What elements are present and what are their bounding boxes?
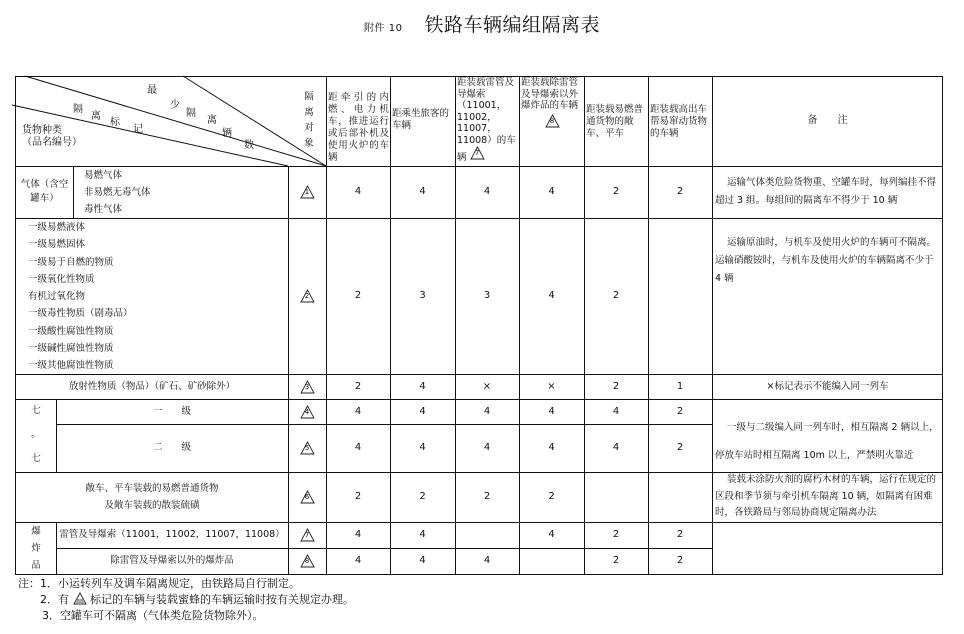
grid-line [519, 76, 520, 574]
goods-type-line2: （品名编号） [22, 137, 82, 148]
value-cell: 2 [354, 380, 362, 392]
mark-cell [288, 166, 326, 218]
grid-line [584, 76, 585, 574]
value-cell: 2 [419, 491, 426, 502]
value-cell: 2 [612, 380, 620, 392]
value-cell: 4 [483, 186, 491, 197]
value-cell: 4 [612, 405, 620, 417]
row-item: 一级易燃固体 [28, 239, 86, 251]
value-cell: 2 [548, 491, 555, 502]
grid-line [15, 399, 943, 400]
row-item-detonator: 雷管及导爆索（11001，11002，11007，11008） [59, 529, 285, 540]
value-cell: 2 [612, 186, 620, 197]
col-header-detonator-text: 距装载雷管及导爆索（11001，11002，11007，11008）的车辆 [457, 77, 516, 163]
grid-line [288, 166, 289, 574]
group-char: 七 [31, 453, 41, 464]
mark-cell [288, 218, 326, 374]
diag-char: 隔 [186, 108, 196, 119]
warning-triangle-1-icon: 1 [300, 185, 315, 199]
col-header-detonator [457, 77, 518, 164]
group-char: 品 [31, 560, 41, 571]
remark-gas: 运输气体类危险货物重、空罐车时，每列编挂不得超过 3 组。每组间的隔离车不得少于 10 辆 [715, 177, 937, 206]
value-cell: 4 [483, 442, 491, 453]
value-cell: 4 [419, 186, 426, 197]
value-cell [519, 548, 584, 574]
warning-triangle-6-icon: 6 [300, 490, 315, 504]
grid-line [15, 166, 943, 167]
value-cell: 4 [419, 442, 426, 453]
value-cell: 4 [354, 186, 362, 197]
warning-triangle-7-icon: 7 [470, 146, 485, 160]
mark-cell [288, 399, 326, 424]
grid-line [15, 76, 16, 575]
value-cell: 4 [548, 442, 555, 453]
row-group-gas: 气体（含空罐车） [20, 179, 69, 204]
row-items-open-car [16, 480, 288, 514]
row-item: 一级酸性腐蚀性物质 [28, 325, 114, 337]
grid-line [712, 76, 713, 574]
value-cell: 4 [354, 405, 362, 417]
warning-triangle-4-icon: 4 [300, 405, 315, 419]
goods-type-line1: 货物种类 [22, 125, 62, 136]
col-header-shifting-cargo: 距装载高出车帮易窜动货物的车辆 [650, 104, 708, 139]
col-header-open-car: 距装载易燃普通货物的敞车、平车 [586, 104, 644, 139]
row-item: 一级氧化性物质 [28, 273, 95, 285]
col-header-explosives [521, 77, 583, 131]
grid-line [15, 574, 943, 575]
remark-radioactive: ×标记表示不能编入同一列车 [766, 380, 889, 392]
value-cell: 2 [676, 405, 684, 417]
diag-char: 最 [147, 85, 157, 96]
value-cell: 2 [676, 186, 684, 197]
value-cell: 3 [419, 290, 426, 301]
col-header-locomotive: 距牵引的内燃、电力机车，推进运行或后部补机及使用火炉的车辆 [328, 92, 389, 163]
bee-warning-triangle-icon [73, 592, 87, 605]
grid-line [326, 76, 327, 574]
value-cell: 4 [354, 529, 362, 540]
row-item: 敞车、平车装载的易燃普通货物 [85, 483, 219, 494]
group-char: 炸 [31, 543, 41, 554]
value-cell: 4 [483, 555, 491, 566]
title-prefix: 附件 10 [364, 23, 403, 34]
remark-class1: 运输原油时，与机车及使用火炉的车辆可不隔离。运输硝酸铵时，与机车及使用火炉的车辆隔离不少于 4 辆 [715, 237, 937, 284]
value-cell: 2 [612, 555, 620, 566]
grid-line [15, 472, 943, 473]
warning-triangle-7-icon: 7 [300, 528, 315, 542]
row-item: 有机过氧化物 [28, 291, 86, 303]
value-cell: 3 [483, 290, 491, 301]
footnote-1: 注：1．小运转列车及调车隔离规定，由铁路局自行制定。 [18, 577, 300, 590]
diag-char: 隔 [73, 104, 83, 115]
row-items-gas [84, 166, 284, 218]
col-header-explosives-text: 距装载除雷管及导爆索以外爆炸品的车辆 [521, 77, 579, 111]
warning-triangle-5-icon: 5 [300, 441, 315, 455]
title-text: 铁路车辆编组隔离表 [424, 14, 600, 36]
row-group-explosives [16, 522, 56, 574]
grid-line [15, 522, 943, 523]
warning-triangle-2-icon: 2 [300, 289, 315, 303]
grid-line [73, 166, 74, 218]
value-cell: 4 [419, 529, 426, 540]
row-item: 及敞车装载的散装硫磺 [104, 500, 200, 511]
value-cell: 4 [354, 555, 362, 566]
grid-line [455, 76, 456, 574]
value-cell: 2 [612, 529, 620, 540]
value-cell [648, 472, 712, 522]
grid-line [390, 76, 391, 574]
value-cell: 4 [548, 186, 555, 197]
value-cell: 4 [483, 405, 491, 417]
mark-cell [288, 548, 326, 574]
value-cell: 1 [676, 380, 684, 392]
value-cell: 2 [612, 290, 620, 301]
row-item: 一级毒性物质（剧毒品） [28, 308, 133, 320]
footnote-2-text: 标记的车辆与装载蜜蜂的车辆运输时按有关规定办理。 [90, 593, 354, 606]
footnotes [18, 576, 354, 624]
col-header-passenger: 距乘坐旅客的车辆 [392, 108, 450, 131]
value-cell: 2 [676, 442, 684, 453]
grid-line [15, 76, 943, 77]
value-cell: 2 [676, 555, 684, 566]
diag-char: 离 [91, 111, 101, 122]
goods-type-label [22, 125, 82, 149]
diag-char: 标 [110, 117, 120, 128]
value-cell [584, 472, 648, 522]
group-char: 爆 [31, 526, 41, 537]
value-cell: 4 [548, 529, 555, 540]
row-item: 毒性气体 [84, 204, 123, 215]
row-items-radioactive: 放射性物质（物品）（矿石、矿砂除外） [68, 380, 236, 392]
value-cell: 4 [548, 290, 555, 301]
value-cell [648, 218, 712, 374]
group-char: 七 [31, 405, 41, 416]
footnote-3: 3．空罐车可不隔离（气体类危险货物除外）。 [42, 609, 264, 622]
row-items-class1 [28, 218, 286, 375]
mark-cell [288, 472, 326, 522]
diag-char: 离 [207, 115, 217, 126]
mark-cell [288, 522, 326, 548]
diag-char: 数 [244, 140, 254, 151]
value-cell: 2 [676, 529, 684, 540]
value-cell: 4 [548, 405, 555, 417]
row-item: 一级易燃液体 [28, 222, 86, 233]
row-item: 易燃气体 [84, 170, 123, 181]
mark-cell [288, 374, 326, 399]
grid-line [56, 399, 57, 472]
diag-char: 记 [133, 124, 143, 135]
row-item-grade2: 二 级 [152, 442, 191, 453]
value-cell: 2 [354, 290, 362, 301]
remark-7-7: 一级与二级编入同一列车时，相互隔离 2 辆以上，停放车站时相互隔离 10m 以上，严禁明火靠近 [715, 422, 939, 461]
value-cell: 4 [419, 555, 426, 566]
grid-line [15, 218, 943, 219]
row-item-other-explosives: 除雷管及导爆索以外的爆炸品 [110, 555, 234, 566]
value-cell: 2 [483, 491, 491, 502]
value-cell: 4 [419, 380, 426, 392]
value-cell: 4 [612, 442, 620, 453]
grid-line [56, 548, 712, 549]
value-cell: 2 [354, 491, 362, 502]
grid-line [56, 522, 57, 574]
row-item: 一级其他腐蚀性物质 [28, 360, 114, 372]
warning-triangle-8-icon: 8 [545, 114, 560, 128]
value-cell: × [547, 380, 556, 392]
remarks-header: 备 注 [807, 115, 848, 126]
row-item: 一级碱性腐蚀性物质 [28, 343, 114, 355]
mark-cell [288, 424, 326, 472]
diag-char: 少 [170, 100, 180, 111]
value-cell: × [482, 380, 492, 392]
grid-line [15, 374, 943, 375]
footnote-2 [18, 592, 354, 608]
value-cell: 4 [354, 442, 362, 453]
warning-triangle-3-icon: 3 [300, 380, 315, 394]
grid-line [942, 76, 943, 575]
row-item: 一级易于自燃的物质 [28, 256, 114, 268]
diag-char: 辆 [222, 128, 232, 139]
row-item-grade1: 一 级 [152, 405, 191, 417]
isolation-object-header: 隔离对象 [302, 91, 313, 153]
value-cell: 4 [419, 405, 426, 417]
warning-triangle-8-icon: 8 [300, 554, 315, 568]
remark-open-car: 装载未涂防火剂的腐朽木材的车辆，运行在规定的区段和季节须与牵引机车隔离 10 辆，如隔离有困难时，各铁路局与邻局协商规定隔离办法 [715, 474, 937, 518]
value-cell [455, 522, 519, 548]
row-item: 非易燃无毒气体 [84, 187, 151, 198]
grid-line [648, 76, 649, 574]
group-char: 。 [31, 429, 41, 440]
row-group-7-7 [16, 399, 56, 472]
footnote-2-prefix: 2．有 [40, 593, 69, 606]
grid-line [56, 424, 712, 425]
